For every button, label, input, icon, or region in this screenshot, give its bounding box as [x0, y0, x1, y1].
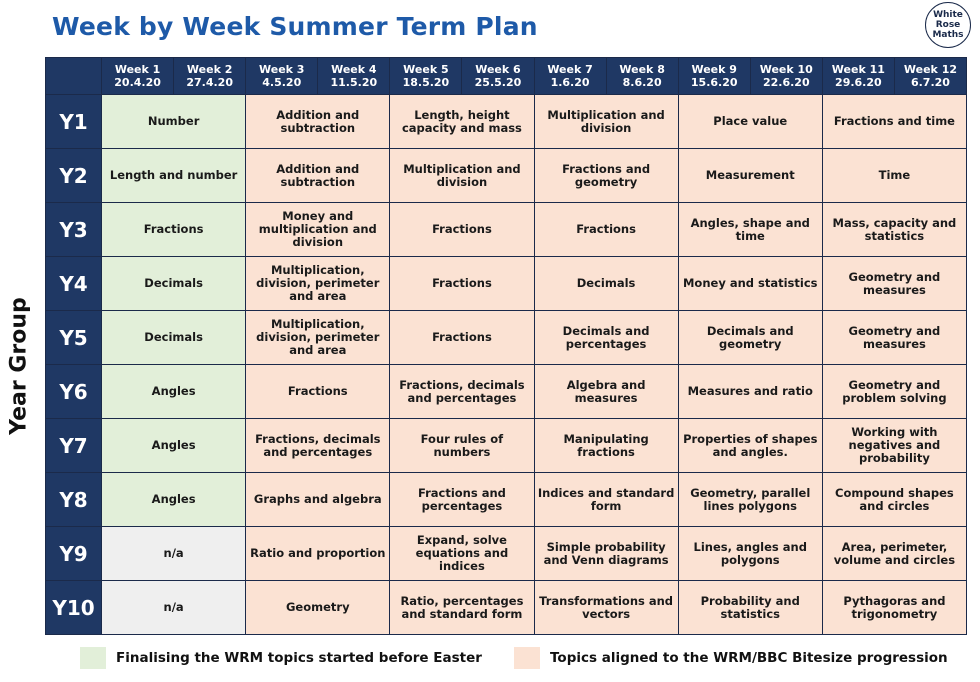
topic-cell-wk1112: Area, perimeter, volume and circles — [822, 527, 966, 581]
year-group-label: Y10 — [46, 581, 102, 635]
week-header-6 — [462, 58, 534, 95]
topic-cell-wk34: Ratio and proportion — [246, 527, 390, 581]
week-date: 4.5.20 — [262, 76, 302, 89]
week-header-12 — [894, 58, 966, 95]
topic-cell-wk78: Manipulating fractions — [534, 419, 678, 473]
topic-cell-wk56: Fractions — [390, 257, 534, 311]
topic-cell-wk12: n/a — [102, 527, 246, 581]
topic-cell-wk78: Fractions and geometry — [534, 149, 678, 203]
week-date: 15.6.20 — [690, 76, 738, 89]
table-row — [46, 473, 967, 527]
week-label: Week 8 — [619, 63, 665, 76]
week-header-4 — [318, 58, 390, 95]
logo-line-1: White — [933, 10, 963, 20]
week-label: Week 11 — [831, 63, 885, 76]
legend-peach — [514, 646, 948, 670]
legend-green — [80, 646, 482, 670]
page-title: Week by Week Summer Term Plan — [52, 12, 538, 41]
table-row — [46, 203, 967, 257]
year-group-label: Y9 — [46, 527, 102, 581]
week-date: 20.4.20 — [114, 76, 161, 89]
table-header — [46, 58, 967, 95]
week-header-1 — [102, 58, 174, 95]
topic-cell-wk12: Decimals — [102, 311, 246, 365]
topic-cell-wk910: Measures and ratio — [678, 365, 822, 419]
year-group-label: Y6 — [46, 365, 102, 419]
topic-cell-wk34: Fractions, decimals and percentages — [246, 419, 390, 473]
week-label: Week 1 — [114, 63, 161, 76]
legend-green-label: Finalising the WRM topics started before Easter — [116, 650, 482, 666]
topic-cell-wk56: Expand, solve equations and indices — [390, 527, 534, 581]
week-header-8 — [606, 58, 678, 95]
legend-peach-swatch — [514, 647, 540, 669]
topic-cell-wk78: Algebra and measures — [534, 365, 678, 419]
year-group-label: Y5 — [46, 311, 102, 365]
week-header-10 — [750, 58, 822, 95]
week-label: Week 7 — [547, 63, 593, 76]
table-row — [46, 419, 967, 473]
year-group-label: Y4 — [46, 257, 102, 311]
topic-cell-wk34: Multiplication, division, perimeter and area — [246, 257, 390, 311]
topic-cell-wk34: Addition and subtraction — [246, 95, 390, 149]
year-group-label: Y1 — [46, 95, 102, 149]
topic-cell-wk910: Properties of shapes and angles. — [678, 419, 822, 473]
week-date: 29.6.20 — [835, 76, 882, 89]
table-row — [46, 257, 967, 311]
topic-cell-wk78: Transformations and vectors — [534, 581, 678, 635]
topic-cell-wk34: Fractions — [246, 365, 390, 419]
week-header-11 — [822, 58, 894, 95]
table-row — [46, 311, 967, 365]
logo-line-3: Maths — [932, 30, 964, 40]
topic-cell-wk56: Length, height capacity and mass — [390, 95, 534, 149]
header-corner-cell — [46, 58, 102, 95]
term-plan-table — [45, 57, 967, 635]
week-label: Week 3 — [259, 63, 305, 76]
topic-cell-wk12: n/a — [102, 581, 246, 635]
topic-cell-wk12: Angles — [102, 473, 246, 527]
table-row — [46, 149, 967, 203]
year-group-label: Y2 — [46, 149, 102, 203]
week-label: Week 12 — [903, 63, 958, 76]
topic-cell-wk1112: Geometry and problem solving — [822, 365, 966, 419]
white-rose-maths-logo — [925, 2, 971, 48]
logo-line-2: Rose — [935, 20, 961, 30]
week-label: Week 2 — [186, 63, 233, 76]
topic-cell-wk910: Angles, shape and time — [678, 203, 822, 257]
topic-cell-wk12: Decimals — [102, 257, 246, 311]
table-row — [46, 95, 967, 149]
table-row — [46, 365, 967, 419]
topic-cell-wk56: Fractions — [390, 203, 534, 257]
topic-cell-wk910: Probability and statistics — [678, 581, 822, 635]
year-group-label: Y3 — [46, 203, 102, 257]
week-date: 6.7.20 — [910, 76, 950, 89]
year-group-label: Y7 — [46, 419, 102, 473]
topic-cell-wk78: Indices and standard form — [534, 473, 678, 527]
topic-cell-wk34: Money and multiplication and division — [246, 203, 390, 257]
topic-cell-wk34: Multiplication, division, perimeter and area — [246, 311, 390, 365]
topic-cell-wk1112: Mass, capacity and statistics — [822, 203, 966, 257]
week-date: 25.5.20 — [474, 76, 522, 89]
topic-cell-wk12: Number — [102, 95, 246, 149]
table-body — [46, 95, 967, 635]
topic-cell-wk56: Fractions, decimals and percentages — [390, 365, 534, 419]
week-label: Week 4 — [331, 63, 377, 76]
topic-cell-wk910: Money and statistics — [678, 257, 822, 311]
year-group-label-text: Year Group — [6, 297, 32, 435]
topic-cell-wk78: Decimals and percentages — [534, 311, 678, 365]
topic-cell-wk1112: Geometry and measures — [822, 257, 966, 311]
week-header-row — [46, 58, 967, 95]
week-date: 1.6.20 — [550, 76, 590, 89]
topic-cell-wk56: Fractions — [390, 311, 534, 365]
topic-cell-wk1112: Geometry and measures — [822, 311, 966, 365]
topic-cell-wk1112: Time — [822, 149, 966, 203]
topic-cell-wk1112: Compound shapes and circles — [822, 473, 966, 527]
topic-cell-wk56: Fractions and percentages — [390, 473, 534, 527]
topic-cell-wk12: Angles — [102, 365, 246, 419]
topic-cell-wk56: Ratio, percentages and standard form — [390, 581, 534, 635]
table-row — [46, 581, 967, 635]
topic-cell-wk78: Simple probability and Venn diagrams — [534, 527, 678, 581]
topic-cell-wk910: Geometry, parallel lines polygons — [678, 473, 822, 527]
topic-cell-wk34: Graphs and algebra — [246, 473, 390, 527]
week-date: 18.5.20 — [402, 76, 450, 89]
week-header-9 — [678, 58, 750, 95]
week-date: 11.5.20 — [330, 76, 378, 89]
topic-cell-wk56: Four rules of numbers — [390, 419, 534, 473]
topic-cell-wk78: Fractions — [534, 203, 678, 257]
topic-cell-wk1112: Working with negatives and probability — [822, 419, 966, 473]
week-date: 22.6.20 — [762, 76, 810, 89]
topic-cell-wk1112: Pythagoras and trigonometry — [822, 581, 966, 635]
topic-cell-wk34: Addition and subtraction — [246, 149, 390, 203]
table-row — [46, 527, 967, 581]
week-label: Week 5 — [403, 63, 449, 76]
topic-cell-wk34: Geometry — [246, 581, 390, 635]
topic-cell-wk910: Lines, angles and polygons — [678, 527, 822, 581]
topic-cell-wk12: Angles — [102, 419, 246, 473]
week-header-7 — [534, 58, 606, 95]
year-group-label: Y8 — [46, 473, 102, 527]
week-header-2 — [174, 58, 246, 95]
week-label: Week 6 — [475, 63, 521, 76]
week-header-3 — [246, 58, 318, 95]
topic-cell-wk1112: Fractions and time — [822, 95, 966, 149]
year-group-axis-label — [2, 296, 36, 436]
topic-cell-wk910: Measurement — [678, 149, 822, 203]
topic-cell-wk12: Fractions — [102, 203, 246, 257]
week-label: Week 9 — [691, 63, 737, 76]
week-header-5 — [390, 58, 462, 95]
topic-cell-wk12: Length and number — [102, 149, 246, 203]
week-date: 27.4.20 — [186, 76, 233, 89]
topic-cell-wk910: Decimals and geometry — [678, 311, 822, 365]
legend-peach-label: Topics aligned to the WRM/BBC Bitesize progression — [550, 650, 948, 666]
topic-cell-wk56: Multiplication and division — [390, 149, 534, 203]
week-date: 8.6.20 — [622, 76, 662, 89]
topic-cell-wk910: Place value — [678, 95, 822, 149]
topic-cell-wk78: Multiplication and division — [534, 95, 678, 149]
topic-cell-wk78: Decimals — [534, 257, 678, 311]
legend-green-swatch — [80, 647, 106, 669]
week-label: Week 10 — [759, 63, 813, 76]
